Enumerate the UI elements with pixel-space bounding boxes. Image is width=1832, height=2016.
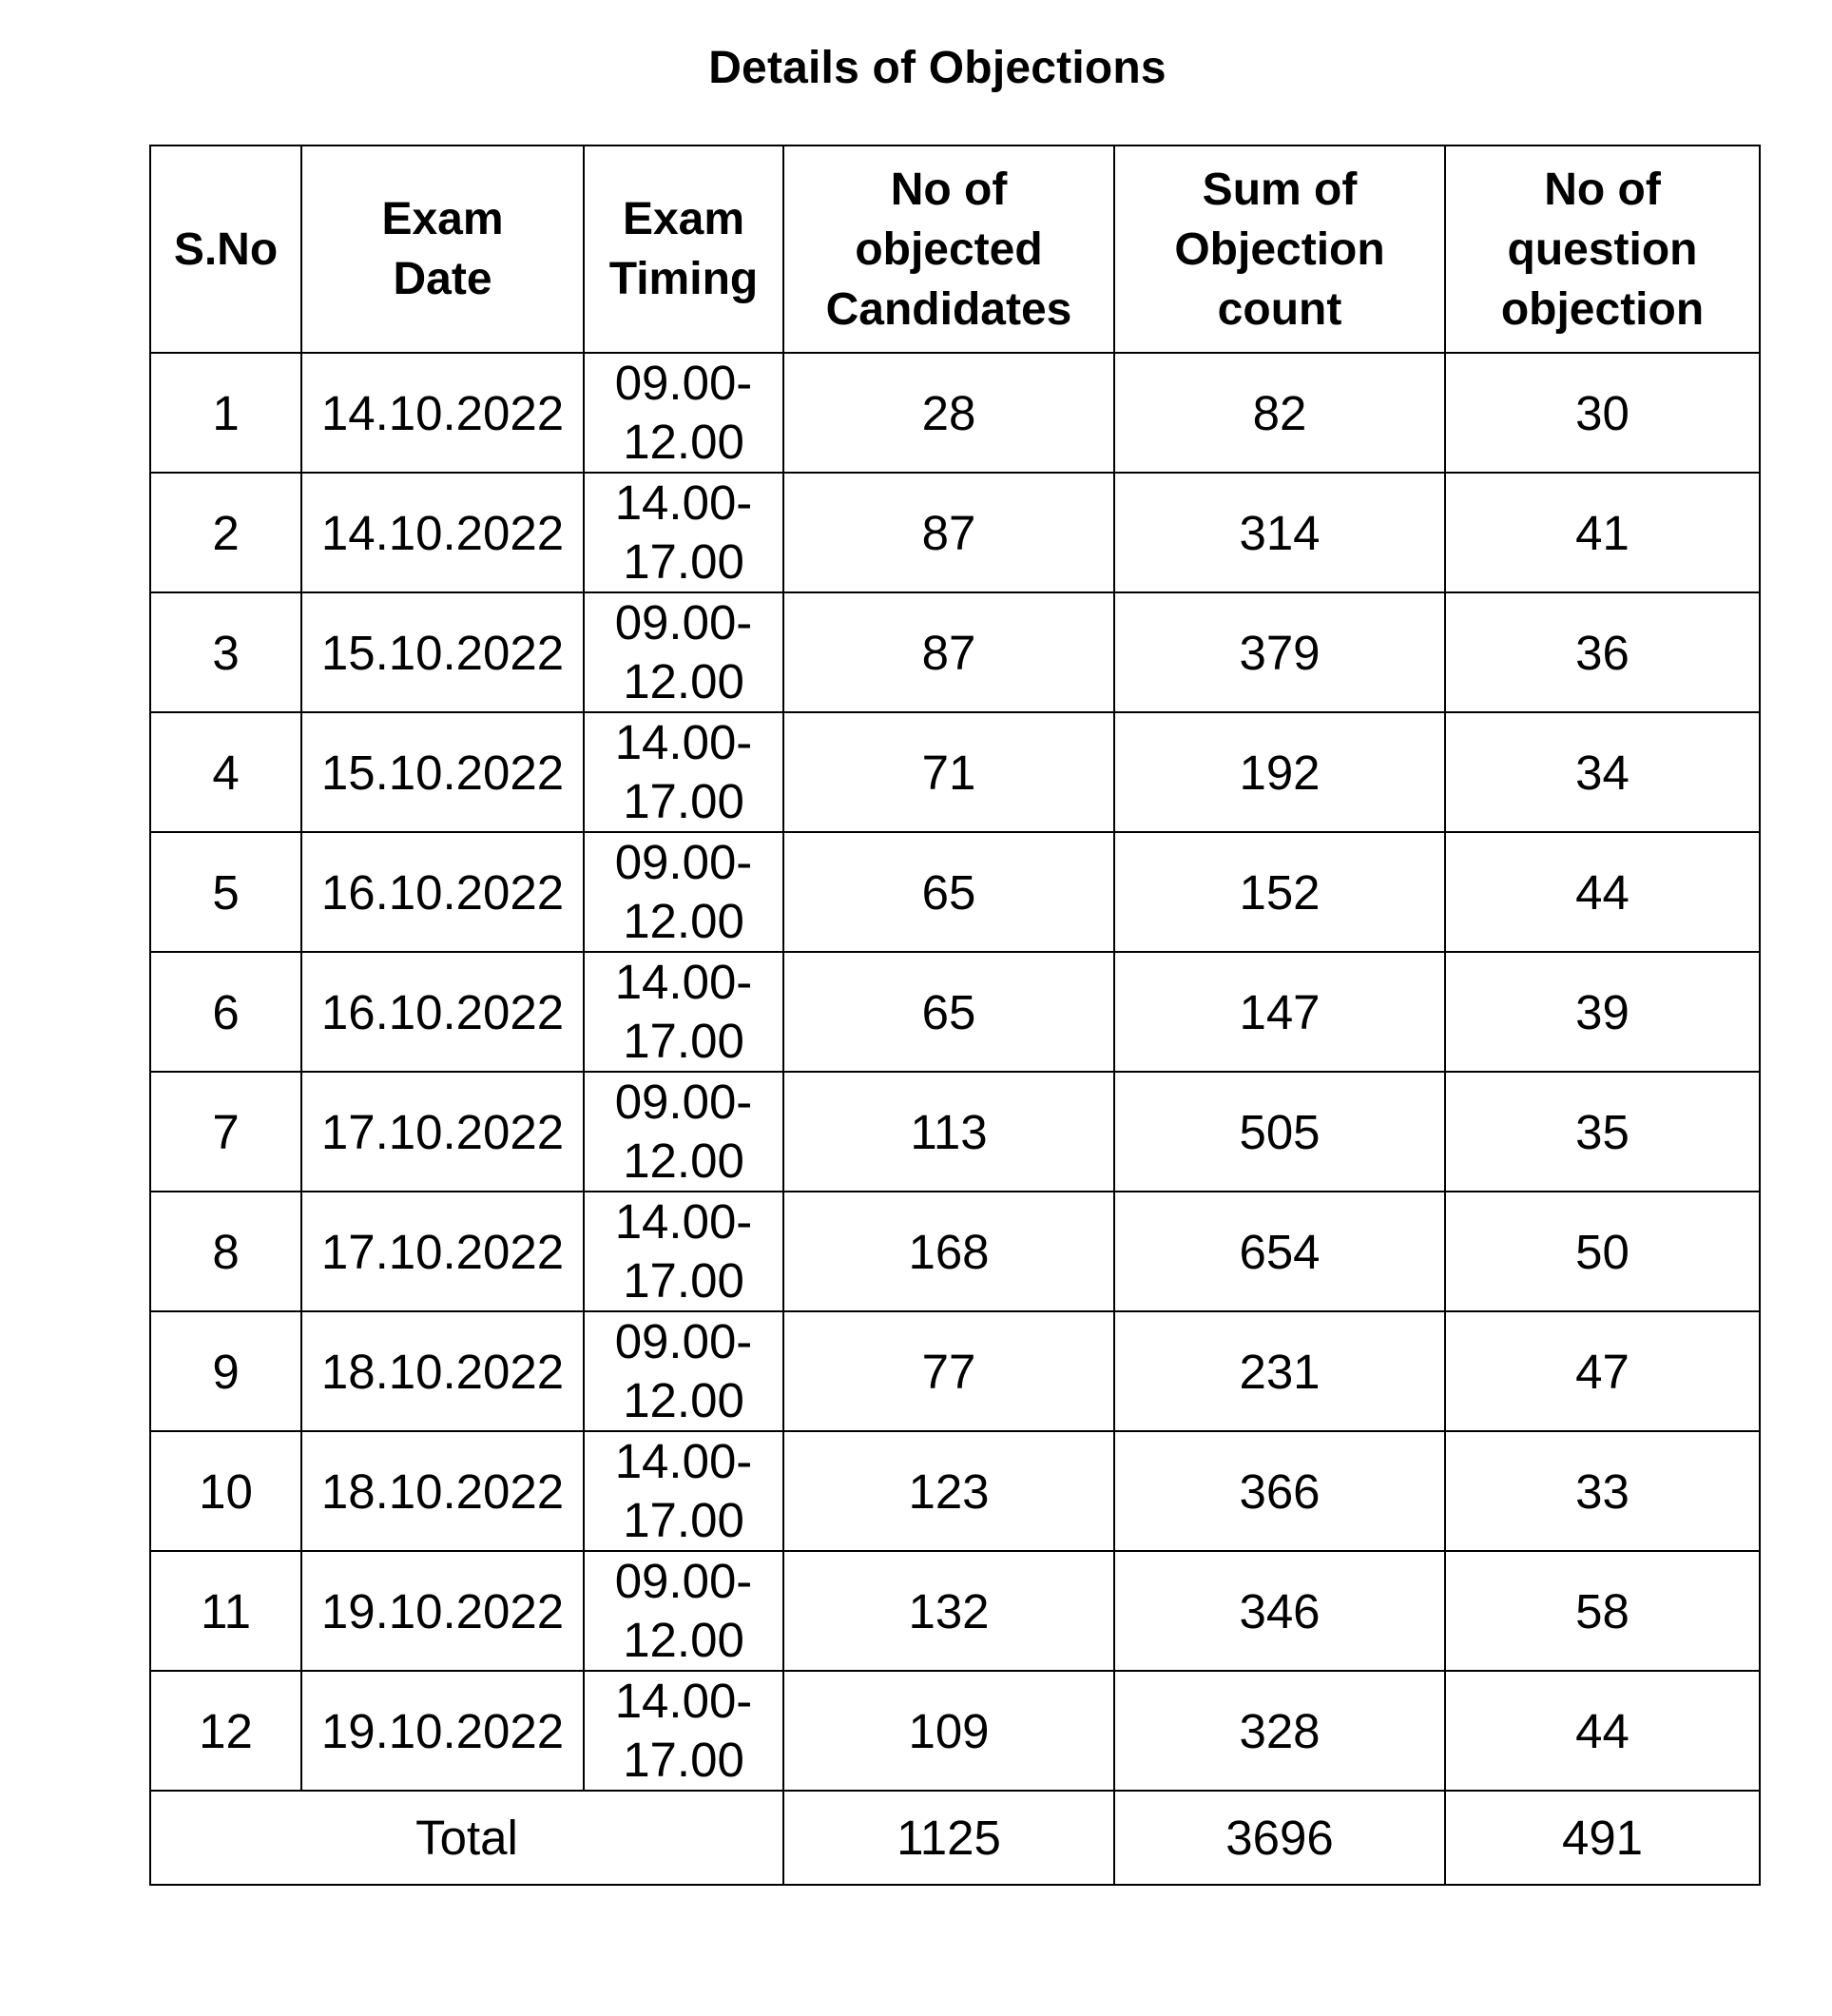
cell-exam-date: 15.10.2022 [301,712,584,832]
cell-sno: 9 [150,1311,301,1431]
cell-objected-candidates: 65 [783,952,1114,1072]
timing-start: 14.00- [614,1434,753,1488]
cell-exam-timing [584,712,783,832]
timing-start: 14.00- [614,955,753,1009]
header-exam-timing [584,145,783,353]
header-line: Exam [622,194,745,244]
timing-start: 14.00- [614,1194,753,1249]
header-line: Objection [1174,223,1385,275]
cell-objected-candidates: 71 [783,712,1114,832]
table-row [150,353,1760,473]
cell-exam-date: 17.10.2022 [301,1192,584,1311]
timing-end: 17.00 [623,774,744,828]
timing-start: 14.00- [614,475,753,530]
header-sno: S.No [150,145,301,353]
header-line: objection [1500,283,1705,335]
cell-question-objection: 30 [1445,353,1760,473]
header-line: Date [393,254,492,304]
cell-sno: 6 [150,952,301,1072]
cell-sno: 2 [150,473,301,592]
table-row [150,473,1760,592]
page-title: Details of Objections [708,43,1167,93]
cell-objection-count: 231 [1114,1311,1445,1431]
cell-objection-count: 192 [1114,712,1445,832]
total-label: Total [150,1791,783,1885]
cell-question-objection: 58 [1445,1551,1760,1671]
cell-objected-candidates: 65 [783,832,1114,952]
table-row [150,1671,1760,1791]
cell-objection-count: 314 [1114,473,1445,592]
cell-objected-candidates: 28 [783,353,1114,473]
cell-objection-count: 82 [1114,353,1445,473]
cell-question-objection: 35 [1445,1072,1760,1192]
timing-end: 17.00 [623,1493,744,1547]
cell-objection-count: 366 [1114,1431,1445,1551]
total-objection-count: 3696 [1114,1791,1445,1885]
timing-end: 17.00 [623,1733,744,1787]
header-line: Timing [608,254,759,304]
cell-objection-count: 152 [1114,832,1445,952]
cell-sno: 7 [150,1072,301,1192]
header-line: Sum of [1202,164,1358,215]
cell-exam-date: 15.10.2022 [301,592,584,712]
table-row [150,1431,1760,1551]
timing-end: 17.00 [623,534,744,589]
cell-exam-timing [584,952,783,1072]
cell-question-objection: 44 [1445,832,1760,952]
cell-sno: 10 [150,1431,301,1551]
cell-question-objection: 33 [1445,1431,1760,1551]
cell-objection-count: 147 [1114,952,1445,1072]
cell-objected-candidates: 87 [783,592,1114,712]
cell-sno: 5 [150,832,301,952]
cell-exam-timing [584,832,783,952]
cell-objected-candidates: 123 [783,1431,1114,1551]
cell-exam-date: 18.10.2022 [301,1311,584,1431]
header-line: Candidates [825,283,1072,335]
cell-sno: 12 [150,1671,301,1791]
cell-objection-count: 379 [1114,592,1445,712]
timing-end: 17.00 [623,1014,744,1068]
cell-question-objection: 41 [1445,473,1760,592]
cell-exam-timing [584,1192,783,1311]
timing-end: 12.00 [623,654,744,708]
cell-exam-timing [584,1072,783,1192]
cell-sno: 11 [150,1551,301,1671]
timing-start: 09.00- [614,1554,753,1608]
table-row [150,832,1760,952]
cell-exam-date: 19.10.2022 [301,1551,584,1671]
header-question-objection [1445,145,1760,353]
timing-start: 09.00- [614,595,753,649]
total-objected-candidates: 1125 [783,1791,1114,1885]
timing-start: 09.00- [614,1314,753,1368]
cell-question-objection: 34 [1445,712,1760,832]
timing-start: 14.00- [614,715,753,769]
header-line: Exam [381,194,504,244]
header-line: objected [855,223,1043,275]
header-line: question [1507,223,1698,275]
cell-objection-count: 346 [1114,1551,1445,1671]
cell-objected-candidates: 77 [783,1311,1114,1431]
table-row [150,712,1760,832]
cell-exam-timing [584,353,783,473]
total-question-objection: 491 [1445,1791,1760,1885]
cell-question-objection: 47 [1445,1311,1760,1431]
timing-end: 12.00 [623,1373,744,1427]
cell-objected-candidates: 87 [783,473,1114,592]
timing-end: 12.00 [623,1134,744,1188]
timing-start: 09.00- [614,1075,753,1129]
cell-exam-date: 17.10.2022 [301,1072,584,1192]
cell-exam-date: 14.10.2022 [301,353,584,473]
cell-exam-date: 16.10.2022 [301,952,584,1072]
table-row [150,952,1760,1072]
timing-end: 17.00 [623,1253,744,1308]
cell-exam-date: 18.10.2022 [301,1431,584,1551]
cell-exam-timing [584,1671,783,1791]
cell-objected-candidates: 113 [783,1072,1114,1192]
timing-end: 12.00 [623,894,744,948]
cell-sno: 1 [150,353,301,473]
cell-objected-candidates: 109 [783,1671,1114,1791]
cell-exam-date: 14.10.2022 [301,473,584,592]
objections-table [149,145,1761,1886]
header-line: No of [1544,164,1661,215]
header-line: count [1217,283,1342,335]
table-row [150,1551,1760,1671]
timing-start: 14.00- [614,1674,753,1728]
cell-question-objection: 39 [1445,952,1760,1072]
total-row [150,1791,1760,1885]
cell-sno: 4 [150,712,301,832]
cell-objected-candidates: 168 [783,1192,1114,1311]
cell-exam-timing [584,473,783,592]
table-row [150,592,1760,712]
table-row [150,1072,1760,1192]
cell-objected-candidates: 132 [783,1551,1114,1671]
cell-exam-timing [584,1431,783,1551]
header-objected-candidates [783,145,1114,353]
cell-objection-count: 505 [1114,1072,1445,1192]
cell-sno: 3 [150,592,301,712]
cell-exam-date: 16.10.2022 [301,832,584,952]
cell-exam-timing [584,592,783,712]
cell-exam-timing [584,1551,783,1671]
header-exam-date [301,145,584,353]
timing-end: 12.00 [623,415,744,469]
timing-start: 09.00- [614,835,753,889]
cell-sno: 8 [150,1192,301,1311]
cell-exam-date: 19.10.2022 [301,1671,584,1791]
cell-exam-timing [584,1311,783,1431]
timing-end: 12.00 [623,1613,744,1667]
table-row [150,1192,1760,1311]
cell-objection-count: 654 [1114,1192,1445,1311]
header-objection-count [1114,145,1445,353]
table-row [150,1311,1760,1431]
header-line: No of [890,164,1008,215]
cell-objection-count: 328 [1114,1671,1445,1791]
timing-start: 09.00- [614,356,753,410]
header-row [150,145,1760,353]
cell-question-objection: 36 [1445,592,1760,712]
cell-question-objection: 50 [1445,1192,1760,1311]
cell-question-objection: 44 [1445,1671,1760,1791]
